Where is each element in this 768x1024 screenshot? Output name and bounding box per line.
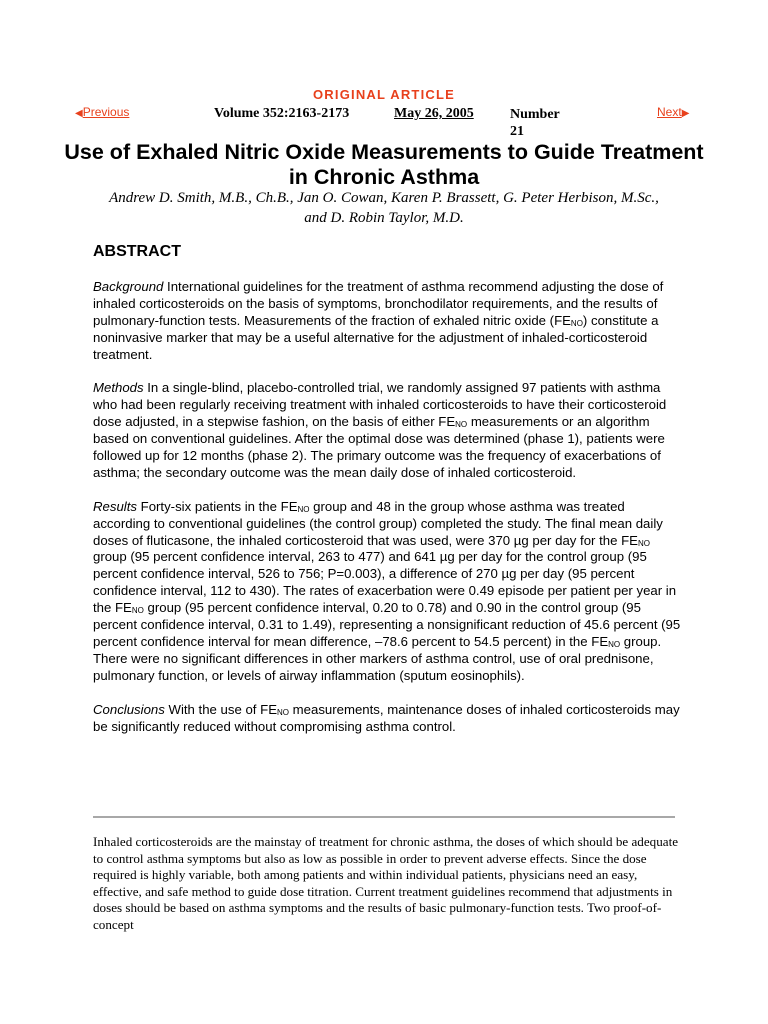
abstract-results: Results Forty-six patients in the $FE_{NO}$ group and 48 in the group whose asthma was treated according to conventional guidelines (the control group) completed the study. The final mean daily doses of fluticasone, the inhaled corticosteroid that was used, were 370 µg per day for the $FE_{NO}$ group (95 percent confidence interval, 263 to 477) and 641 µg per day for the control group (95 percent confidence interval, 526 to 756; P=0.003), a difference of 270 µg per day (95 percent confidence interval, 112 to 430). The rates of exacerbation were 0.49 episode per patient per year in the $FE_{NO}$ group (95 percent confidence interval, 0.20 to 0.78) and 0.90 in the control group (95 percent confidence interval, 0.31 to 1.49), representing a nonsignificant reduction of 45.6 percent (95 percent confidence interval for mean difference, –78.6 percent to 54.5 percent) in the $FE_{NO}$ group. There were no significant differences in other markers of asthma control, use of oral prednisone, pulmonary function, or levels of airway inflammation (sputum eosinophils).	[93, 498, 681, 683]
feno-term: $FE_{NO}$	[554, 312, 583, 328]
feno-term: $FE_{NO}$	[280, 498, 310, 514]
feno-term: $FE_{NO}$	[260, 701, 289, 717]
feno-term: $FE_{NO}$	[621, 532, 650, 548]
next-link[interactable]	[657, 105, 689, 119]
section-divider	[93, 816, 675, 818]
abstract-heading: ABSTRACT	[93, 243, 181, 260]
conclusions-label: Conclusions	[93, 701, 165, 717]
feno-term: $FE_{NO}$	[115, 600, 144, 616]
article-type-label: ORIGINAL ARTICLE	[313, 87, 455, 102]
next-link-label: Next	[657, 105, 682, 119]
abstract-methods: Methods In a single-blind, placebo-controlled trial, we randomly assigned 97 patients with asthma who had been regularly receiving treatment with inhaled corticosteroids to have their corticosteroid dose adjusted, in a stepwise fashion, on the basis of either $FE_{NO}$ measurements or an algorithm based on conventional guidelines. After the optimal dose was determined (phase 1), patients were followed up for 12 months (phase 2). The primary outcome was the frequency of exacerbations of asthma; the secondary outcome was the mean daily dose of inhaled corticosteroid.	[93, 380, 667, 480]
abstract-background: Background International guidelines for the treatment of asthma recommend adjusting the dose of inhaled corticosteroids on the basis of symptoms, bronchodilator requirements, and the results of pulmonary-function tests. Measurements of the fraction of exhaled nitric oxide $(FE_{NO})$ constitute a noninvasive marker that may be a useful alternative for the adjustment of inhaled-corticosteroid treatment.	[93, 279, 664, 362]
volume-info: Volume 352:2163-2173	[214, 106, 350, 121]
results-label: Results	[93, 498, 137, 514]
feno-term: $FE_{NO}$	[438, 414, 468, 430]
article-title: Use of Exhaled Nitric Oxide Measurements to Guide Treatment in Chronic Asthma	[64, 140, 704, 189]
abstract-conclusions: Conclusions With the use of $FE_{NO}$ measurements, maintenance doses of inhaled corticosteroids may be significantly reduced without compromising asthma control.	[93, 701, 680, 734]
abstract-body	[93, 279, 685, 752]
feno-term: $FE_{NO}$	[591, 634, 621, 649]
methods-label: Methods	[93, 380, 144, 396]
publication-date: May 26, 2005	[394, 106, 474, 121]
author-list: Andrew D. Smith, M.B., Ch.B., Jan O. Cowan, Karen P. Brassett, G. Peter Herbison, M.Sc., and D. Robin Taylor, M.D.	[109, 190, 659, 226]
arrow-left-icon: ◀	[75, 108, 83, 119]
previous-link[interactable]	[75, 105, 129, 119]
arrow-right-icon: ▶	[681, 108, 690, 119]
previous-link-label: Previous	[82, 105, 130, 119]
background-label: Background	[93, 279, 164, 294]
introduction-paragraph: Inhaled corticosteroids are the mainstay of treatment for chronic asthma, the doses of which should be adequate to control asthma symptoms but also as low as possible in order to prevent adverse effects. Since the dose required is highly variable, both among patients and within individual patients, physicians need an easy, effective, and safe method to guide dose titration. Current treatment guidelines recommend that adjustments in doses should be based on asthma symptoms and the results of basic pulmonary-function tests. Two proof-of-concept	[93, 834, 679, 932]
issue-number: Number 21	[510, 107, 560, 139]
